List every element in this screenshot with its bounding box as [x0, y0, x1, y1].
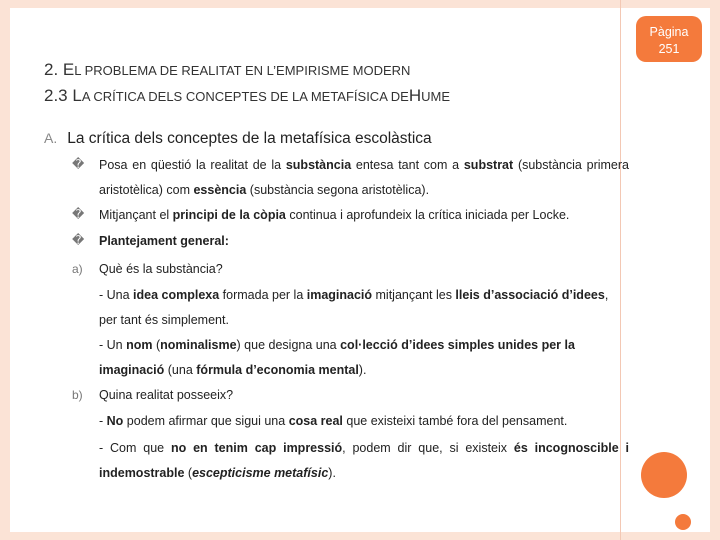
bullet-text: Plantejament general:	[99, 234, 229, 248]
answer-a2-text: - Un nom (nominalisme) que designa una col·lecció d’idees simples unides per la imaginació (una fórmula d’economia mental).	[99, 338, 575, 377]
frame-right	[710, 0, 720, 540]
bullet-box-icon: �	[72, 207, 85, 221]
answer-a1-text: - Una idea complexa formada per la imaginació mitjançant les lleis d’associació d’idees, per tant és simplement.	[99, 288, 609, 327]
frame-bottom	[0, 532, 720, 540]
frame-top	[0, 0, 720, 8]
page-number: 251	[658, 42, 680, 56]
item-a-marker: a)	[72, 262, 83, 276]
decorative-circle-large	[641, 452, 687, 498]
item-b-question: Quina realitat posseeix?	[99, 388, 234, 402]
bullet-text: Posa en qüestió la realitat de la substància entesa tant com a substrat (substància primera aristotèlica) com essència (substància segona aristotèlica).	[99, 158, 629, 197]
bullet-box-icon: �	[72, 233, 85, 247]
answer-b2-text: - Com que no en tenim cap impressió, podem dir que, si existeix és incognoscible i indemostrable (escepticisme metafísic).	[99, 441, 629, 480]
section-a-title: A. La crítica dels conceptes de la metafísica escolàstica	[44, 130, 432, 147]
page-number-badge	[636, 16, 702, 62]
frame-left	[0, 0, 10, 540]
bullet-box-icon: �	[72, 157, 85, 171]
item-a-question: Què és la substància?	[99, 262, 223, 276]
heading-chapter: 2. EL PROBLEMA DE REALITAT EN L’EMPIRISME MODERN	[44, 60, 411, 79]
item-b-marker: b)	[72, 388, 83, 402]
bullet-text: Mitjançant el principi de la còpia continua i aprofundeix la crítica iniciada per Locke.	[99, 208, 570, 222]
decorative-circle-small	[675, 514, 691, 530]
heading-section: 2.3 LA CRÍTICA DELS CONCEPTES DE LA METAFÍSICA DEHUME	[44, 86, 450, 105]
page-label: Pàgina	[649, 25, 689, 39]
answer-b1-text: - No podem afirmar que sigui una cosa real que existeixi també fora del pensament.	[99, 414, 568, 428]
